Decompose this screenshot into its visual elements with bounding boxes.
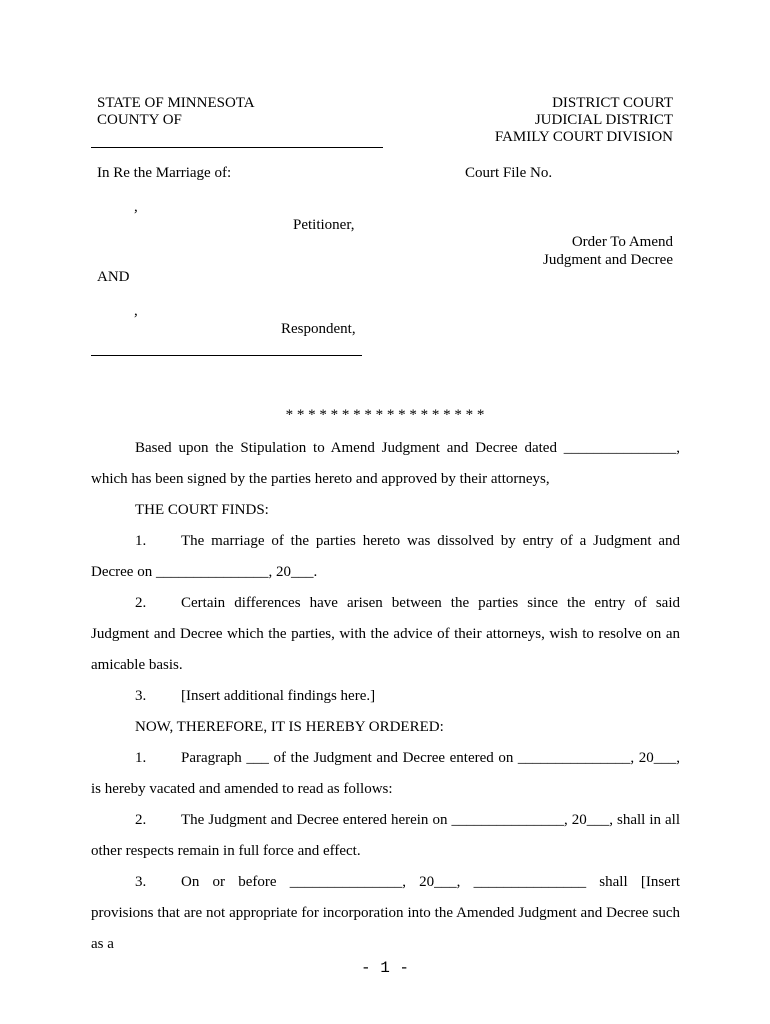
order-1: 1. Paragraph ___ of the Judgment and Decree entered on _______________, 20___, is hereby vacated and amended to read as follows: — [91, 750, 680, 797]
finding-1: 1. The marriage of the parties hereto was dissolved by entry of a Judgment and Decree on _______________, 20___. — [91, 533, 680, 580]
respondent-label: Respondent, — [281, 321, 356, 337]
order-2: 2. The Judgment and Decree entered herein on _______________, 20___, shall in all other respects remain in full force and effect. — [91, 812, 680, 859]
petitioner-name-comma: , — [134, 199, 138, 215]
document-title-line2: Judgment and Decree — [543, 252, 673, 268]
finding-2: 2. Certain differences have arisen between the parties since the entry of said Judgment and Decree which the parties, with the advice of their attorneys, wish to resolve on an amicable basis. — [91, 595, 680, 673]
state-label: STATE OF MINNESOTA — [97, 95, 255, 111]
court-file-number-label: Court File No. — [465, 165, 553, 181]
finding-3: 3. [Insert additional findings here.] — [135, 688, 376, 704]
county-label: COUNTY OF — [97, 112, 182, 128]
court-finds-heading: THE COURT FINDS: — [135, 502, 269, 518]
document-title-line1: Order To Amend — [571, 234, 673, 250]
county-underline — [91, 147, 383, 148]
and-label: AND — [97, 269, 130, 285]
court-label: DISTRICT COURT — [552, 95, 673, 111]
intro-paragraph: Based upon the Stipulation to Amend Judgment and Decree dated _______________, which has been signed by the parties hereto and approved by their attorneys, — [91, 440, 680, 487]
division-label: FAMILY COURT DIVISION — [494, 129, 673, 145]
petitioner-label: Petitioner, — [293, 217, 355, 233]
separator-stars: * * * * * * * * * * * * * * * * * * — [285, 407, 485, 423]
in-re-label: In Re the Marriage of: — [97, 165, 232, 181]
respondent-name-comma: , — [134, 303, 138, 319]
district-label: JUDICIAL DISTRICT — [534, 112, 673, 128]
order-3: 3. On or before _______________, 20___, _______________ shall [Insert provisions that are not appropriate for incorporation into the Amended Judgment and Decree such as a — [91, 874, 680, 952]
caption-underline — [91, 355, 362, 356]
page-number: - 1 - — [360, 959, 409, 977]
ordered-heading: NOW, THEREFORE, IT IS HEREBY ORDERED: — [135, 719, 444, 735]
